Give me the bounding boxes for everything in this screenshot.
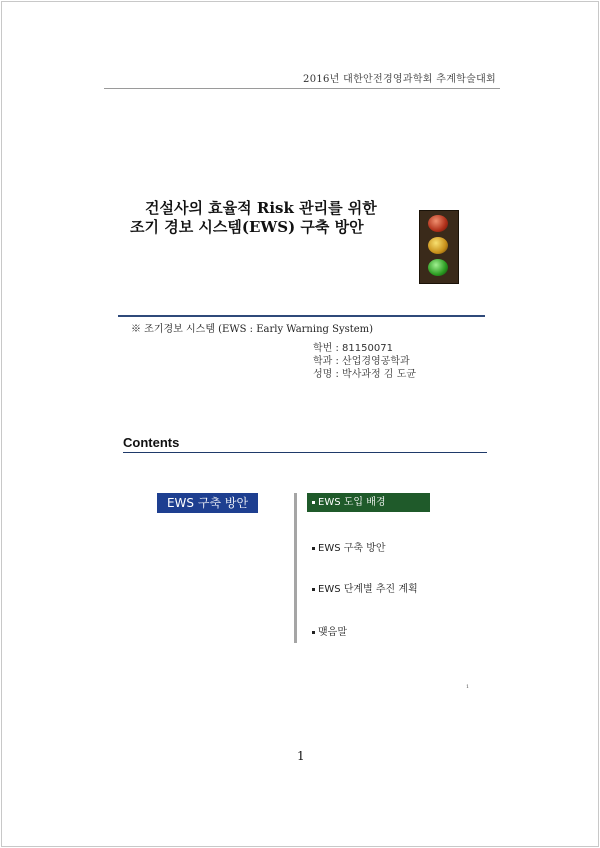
bullet-icon: [312, 547, 315, 550]
header-divider: [104, 88, 500, 89]
contents-divider: [123, 452, 487, 453]
department: 학과 : 산업경영공학과: [313, 356, 410, 367]
red-lamp-icon: [428, 215, 448, 232]
green-lamp-icon: [428, 259, 448, 276]
bullet-icon: [312, 631, 315, 634]
author-info: [313, 342, 416, 381]
traffic-light-icon: [419, 210, 459, 284]
title-divider: [118, 315, 485, 317]
page-title: [130, 199, 377, 237]
bullet-icon: [312, 501, 315, 504]
toc-item-label: 맺음말: [318, 627, 347, 638]
toc-item-ews-build[interactable]: [312, 539, 386, 554]
bullet-icon: [312, 588, 315, 591]
yellow-lamp-icon: [428, 237, 448, 254]
author-name: 성명 : 박사과정 김 도균: [313, 369, 417, 380]
toc-item-ews-plan[interactable]: [312, 580, 418, 595]
contents-heading: Contents: [123, 435, 180, 450]
toc-item-label: EWS 구축 방안: [318, 543, 386, 554]
title-line-2: 조기 경보 시스템(EWS) 구축 방안: [130, 218, 364, 236]
toc-item-label: EWS 단계별 추진 계획: [318, 584, 418, 595]
section-box: EWS 구축 방안: [157, 493, 258, 513]
conference-header: 2016년 대한안전경영과학회 추계학술대회: [303, 74, 496, 85]
title-line-1: 건설사의 효율적 Risk 관리를 위한: [145, 199, 377, 217]
ews-note: ※ 조기경보 시스템 (EWS : Early Warning System): [131, 324, 374, 335]
toc-item-ews-intro[interactable]: [307, 493, 430, 512]
toc-vertical-bar: [294, 493, 297, 643]
toc-item-label: EWS 도입 배경: [318, 497, 386, 508]
slide-mark: 1: [466, 684, 470, 690]
student-id: 학번 : 81150071: [313, 343, 393, 354]
toc-item-conclusion[interactable]: [312, 623, 347, 638]
page-border: [1, 1, 599, 847]
page-number: 1: [297, 749, 305, 763]
